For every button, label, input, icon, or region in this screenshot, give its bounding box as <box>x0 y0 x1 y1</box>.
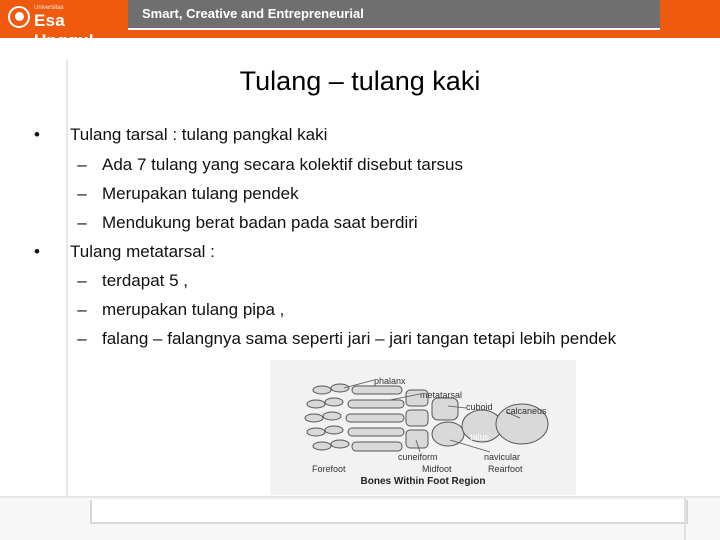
dash-icon: – <box>77 329 87 348</box>
sub-item: Ada 7 tulang yang secara kolektif disebut tarsus <box>102 155 463 174</box>
sub-item: terdapat 5 , <box>102 271 189 290</box>
bullet-item: Tulang tarsal : tulang pangkal kaki <box>70 125 328 144</box>
bullet-item: Tulang metatarsal : <box>70 242 215 261</box>
tagline-banner <box>128 0 660 30</box>
logo-subtext: Universitas <box>34 5 64 11</box>
label-cuboid: cuboid <box>466 402 493 412</box>
footer-inner-box <box>90 500 688 524</box>
label-phalanx: phalanx <box>374 376 406 386</box>
label-calcaneus: calcaneus <box>506 406 547 416</box>
bullet-icon: • <box>34 125 40 144</box>
dash-icon: – <box>77 300 87 319</box>
header-accent-strip <box>128 30 660 38</box>
foot-bones-figure <box>270 360 576 495</box>
label-cuneiform: cuneiform <box>398 452 438 462</box>
dash-icon: – <box>77 184 87 203</box>
foot-skeleton-illustration <box>270 360 576 495</box>
logo-emblem-icon <box>8 6 30 28</box>
sub-item: falang – falangnya sama seperti jari – jari tangan tetapi lebih pendek <box>102 329 617 348</box>
dash-icon: – <box>77 155 87 174</box>
dash-icon: – <box>77 213 87 232</box>
label-midfoot: Midfoot <box>422 464 452 474</box>
sub-item: Mendukung berat badan pada saat berdiri <box>102 213 418 232</box>
sub-item: merupakan tulang pipa , <box>102 300 285 319</box>
label-rearfoot: Rearfoot <box>488 464 523 474</box>
dash-icon: – <box>77 271 87 290</box>
figure-caption: Bones Within Foot Region <box>360 476 486 487</box>
header-right-block <box>660 0 720 38</box>
label-forefoot: Forefoot <box>312 464 346 474</box>
slide-title: Tulang – tulang kaki <box>239 66 481 96</box>
frame-left-line <box>66 60 68 498</box>
sub-item: Merupakan tulang pendek <box>102 184 299 203</box>
label-navicular: navicular <box>484 452 521 462</box>
label-talus: talus <box>470 432 490 442</box>
footer-right-line <box>684 498 686 540</box>
university-logo <box>0 0 128 50</box>
label-metatarsal: metatarsal <box>420 390 463 400</box>
logo-text: Esa Unggul <box>34 11 94 50</box>
tagline-text: Smart, Creative and Entrepreneurial <box>142 6 364 21</box>
bullet-icon: • <box>34 242 40 261</box>
